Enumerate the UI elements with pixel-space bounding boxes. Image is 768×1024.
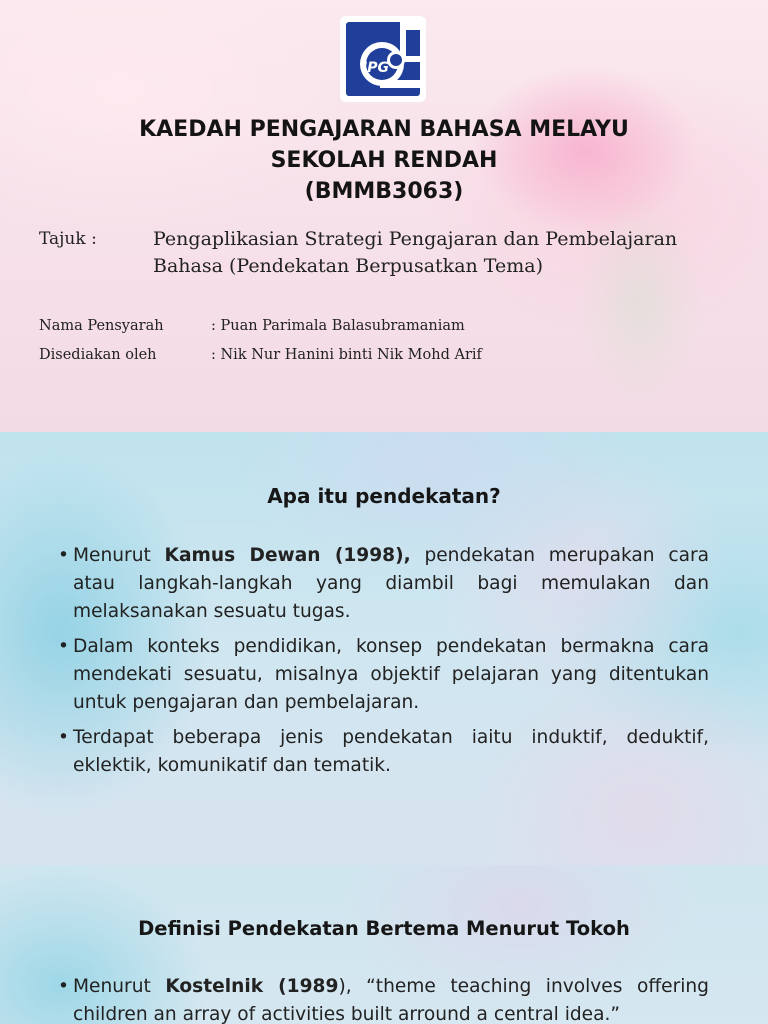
bullet-text: Terdapat beberapa jenis pendekatan iaitu induktif, deduktif, eklektik, komunikatif dan tematik. — [73, 727, 709, 776]
bullet-item — [58, 633, 709, 717]
bullet-list — [58, 973, 709, 1024]
title-line-3: (BMMB3063) — [304, 179, 464, 204]
tajuk-line-2: Bahasa (Pendekatan Berpusatkan Tema) — [153, 255, 544, 277]
bullet-item — [58, 973, 709, 1024]
tajuk-value — [153, 226, 713, 280]
pendekatan-slide — [0, 432, 768, 865]
bullet-bold-text: Kamus Dewan (1998), — [164, 545, 411, 566]
bullet-text: Menurut — [73, 976, 166, 997]
ipg-logo — [340, 16, 426, 102]
bullet-text: pendekatan merupakan cara atau langkah-langkah yang diambil bagi memulakan dan melaksanakan sesuatu tugas. — [73, 545, 709, 622]
logo-text: IPG — [362, 60, 389, 76]
ipg-logo-icon — [340, 16, 426, 102]
title-line-2: SEKOLAH RENDAH — [270, 148, 498, 173]
title-line-1: KAEDAH PENGAJARAN BAHASA MELAYU — [139, 117, 629, 142]
pensyarah-label: Nama Pensyarah — [39, 318, 164, 334]
course-title — [0, 114, 768, 207]
title-slide — [0, 0, 768, 432]
tajuk-line-1: Pengaplikasian Strategi Pengajaran dan Pembelajaran — [153, 228, 678, 250]
definisi-slide — [0, 865, 768, 1024]
pensyarah-value: : Puan Parimala Balasubramaniam — [211, 318, 465, 334]
disediakan-value: : Nik Nur Hanini binti Nik Mohd Arif — [211, 347, 482, 363]
tajuk-label: Tajuk : — [39, 229, 97, 249]
bullet-text: Dalam konteks pendidikan, konsep pendekatan bermakna cara mendekati sesuatu, misalnya objektif pelajaran yang ditentukan untuk pengajaran dan pembelajaran. — [73, 636, 709, 713]
slide-heading: Apa itu pendekatan? — [267, 484, 501, 508]
disediakan-label: Disediakan oleh — [39, 347, 157, 363]
bullet-text: ), “theme teaching involves offering children an array of activities built arround a central idea.” — [73, 976, 709, 1024]
bullet-list — [58, 542, 709, 787]
bullet-item — [58, 542, 709, 626]
bullet-text: Menurut — [73, 545, 165, 566]
bullet-item — [58, 724, 709, 780]
slide-heading: Definisi Pendekatan Bertema Menurut Tokoh — [138, 917, 630, 940]
bullet-bold-text: Kostelnik (1989 — [165, 976, 339, 997]
